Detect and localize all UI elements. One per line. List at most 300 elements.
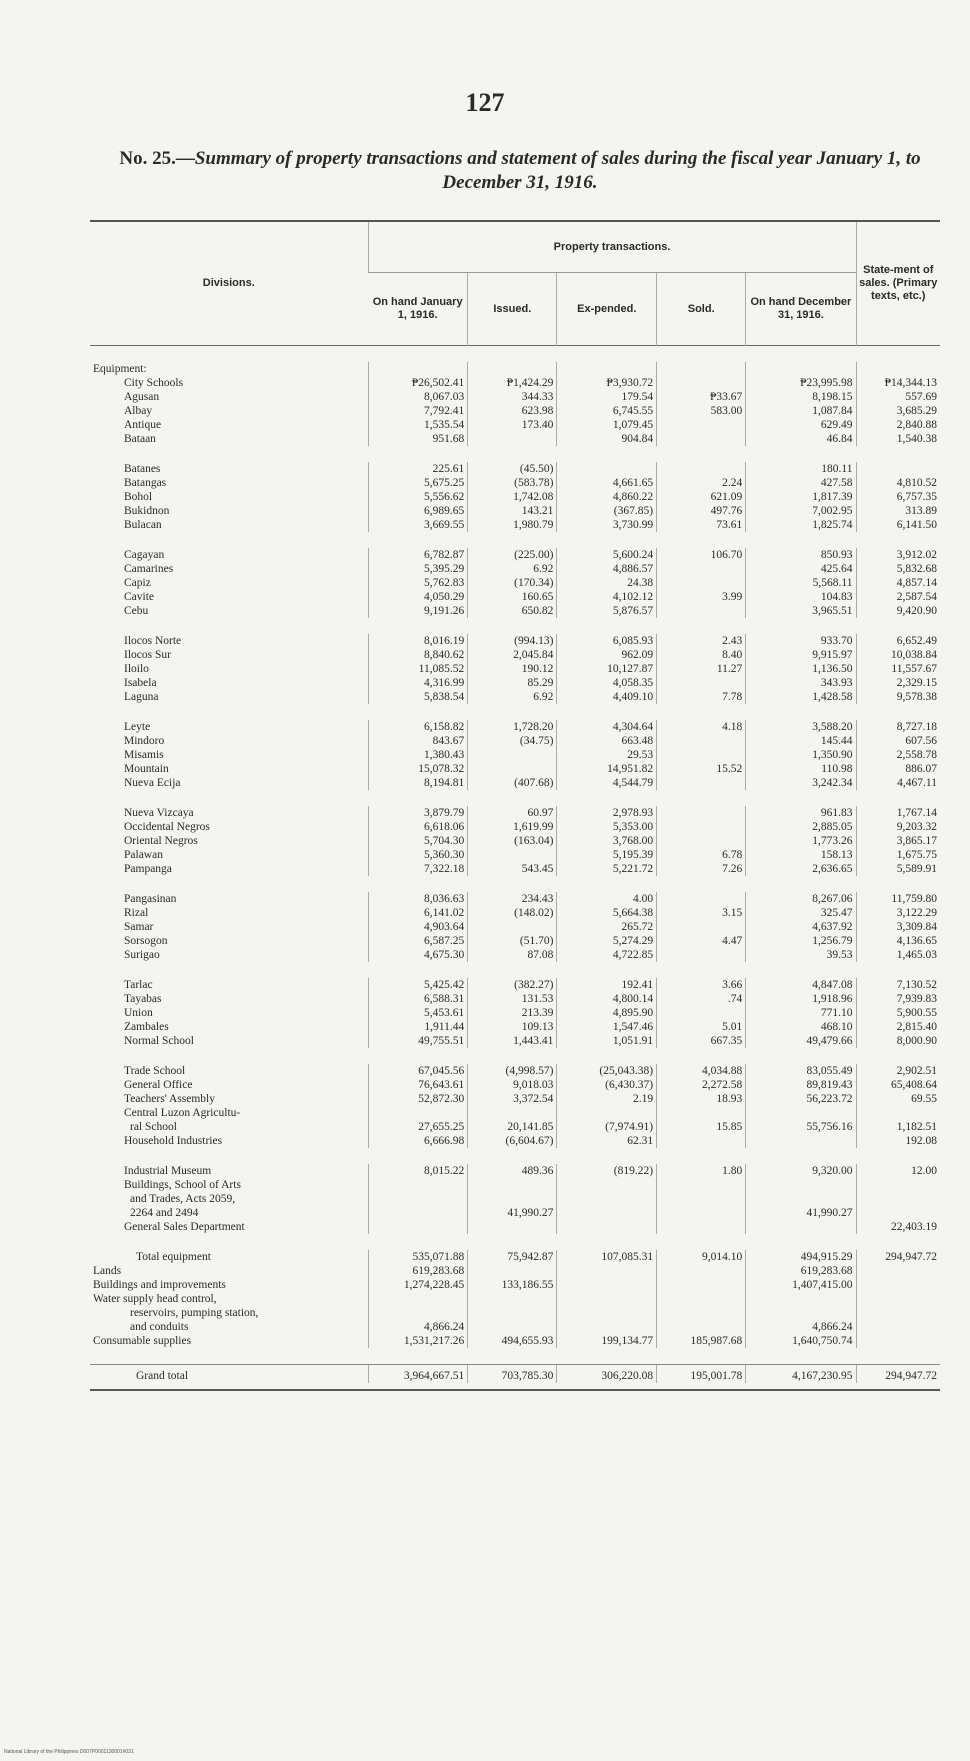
row-value: 4,136.65 <box>856 934 940 948</box>
row-label: Leyte <box>124 721 151 733</box>
table-row <box>90 806 940 820</box>
row-value: 4,860.22 <box>557 490 657 504</box>
row-value <box>557 1306 657 1320</box>
row-value: 104.83 <box>746 590 856 604</box>
table-row <box>90 518 940 532</box>
row-label: Consumable supplies <box>93 1335 192 1347</box>
row-value: ₱23,995.98 <box>746 376 856 390</box>
row-value <box>657 1006 746 1020</box>
row-value: 425.64 <box>746 562 856 576</box>
row-label: Surigao <box>124 949 160 961</box>
row-value: 27,655.25 <box>368 1120 468 1134</box>
row-value: 2,815.40 <box>856 1020 940 1034</box>
table-row <box>90 892 940 906</box>
row-spacer <box>90 618 940 634</box>
row-value: 3,964,667.51 <box>368 1365 468 1384</box>
row-value: 663.48 <box>557 734 657 748</box>
table-row <box>90 948 940 962</box>
row-value: 195,001.78 <box>657 1365 746 1384</box>
row-value <box>657 1192 746 1206</box>
row-value: 5,664.38 <box>557 906 657 920</box>
table-row <box>90 1306 940 1320</box>
row-value: 4,857.14 <box>856 576 940 590</box>
row-label: Tarlac <box>124 979 153 991</box>
table-row <box>90 1020 940 1034</box>
row-value: 497.76 <box>657 504 746 518</box>
row-value: 8,840.62 <box>368 648 468 662</box>
row-value: 1,817.39 <box>746 490 856 504</box>
row-value: 158.13 <box>746 848 856 862</box>
row-value <box>746 1306 856 1320</box>
table-row <box>90 1278 940 1292</box>
row-value: 83,055.49 <box>746 1064 856 1078</box>
row-label: Bataan <box>124 433 156 445</box>
row-value <box>557 1220 657 1234</box>
row-value: 427.58 <box>746 476 856 490</box>
row-value <box>468 1178 557 1192</box>
row-value: 4,903.64 <box>368 920 468 934</box>
row-value: 650.82 <box>468 604 557 618</box>
row-value: 1,540.38 <box>856 432 940 446</box>
row-value <box>468 1264 557 1278</box>
row-value <box>657 676 746 690</box>
row-value: 5,876.57 <box>557 604 657 618</box>
row-spacer <box>90 1348 940 1365</box>
row-value: (45.50) <box>468 462 557 476</box>
row-value: (25,043.38) <box>557 1064 657 1078</box>
row-value: 1,350.90 <box>746 748 856 762</box>
row-value: 6,989.65 <box>368 504 468 518</box>
row-value <box>468 1192 557 1206</box>
row-value: 5,453.61 <box>368 1006 468 1020</box>
table-row <box>90 504 940 518</box>
row-value: 1,531,217.26 <box>368 1334 468 1348</box>
row-value: 2,587.54 <box>856 590 940 604</box>
row-value: 1,051.91 <box>557 1034 657 1048</box>
row-value: 6,757.35 <box>856 490 940 504</box>
table-row <box>90 1178 940 1192</box>
row-value: 67,045.56 <box>368 1064 468 1078</box>
row-value <box>657 920 746 934</box>
table-row <box>90 906 940 920</box>
row-value: 4,722.85 <box>557 948 657 962</box>
row-label: Buildings and improvements <box>93 1279 226 1291</box>
row-value: 904.84 <box>557 432 657 446</box>
row-value: 1,767.14 <box>856 806 940 820</box>
row-value: 2,272.58 <box>657 1078 746 1092</box>
row-label: Camarines <box>124 563 174 575</box>
row-label: Zambales <box>124 1021 169 1033</box>
row-value: 294,947.72 <box>856 1250 940 1264</box>
row-value: 20,141.85 <box>468 1120 557 1134</box>
row-value: 468.10 <box>746 1020 856 1034</box>
row-label: Isabela <box>124 677 157 689</box>
row-label: 2264 and 2494 <box>130 1207 199 1219</box>
table-row <box>90 1365 940 1384</box>
row-value: 9,018.03 <box>468 1078 557 1092</box>
header-on-hand-dec: On hand December 31, 1916. <box>746 273 856 346</box>
row-value <box>557 1206 657 1220</box>
table-row <box>90 1264 940 1278</box>
row-value: 39.53 <box>746 948 856 962</box>
row-spacer <box>90 446 940 462</box>
row-value <box>657 1134 746 1148</box>
row-value: 22,403.19 <box>856 1220 940 1234</box>
row-value: 199,134.77 <box>557 1334 657 1348</box>
row-value: 4,847.08 <box>746 978 856 992</box>
row-value: 5,589.91 <box>856 862 940 876</box>
row-value <box>746 1134 856 1148</box>
row-value: 494,655.93 <box>468 1334 557 1348</box>
row-value: 306,220.08 <box>557 1365 657 1384</box>
row-value: 3.15 <box>657 906 746 920</box>
row-label: Cavite <box>124 591 155 603</box>
row-value: 294,947.72 <box>856 1365 940 1384</box>
row-value: 4,034.88 <box>657 1064 746 1078</box>
row-value: 62.31 <box>557 1134 657 1148</box>
row-value <box>557 1292 657 1306</box>
row-value: 4,661.65 <box>557 476 657 490</box>
row-label: Cagayan <box>124 549 165 561</box>
table-row <box>90 748 940 762</box>
row-value: (51.70) <box>468 934 557 948</box>
row-value: 2,558.78 <box>856 748 940 762</box>
row-value: 4,409.10 <box>557 690 657 704</box>
row-value: 265.72 <box>557 920 657 934</box>
row-value: 76,643.61 <box>368 1078 468 1092</box>
row-value: 629.49 <box>746 418 856 432</box>
row-value <box>468 762 557 776</box>
table-row <box>90 390 940 404</box>
row-value: (34.75) <box>468 734 557 748</box>
row-label: Rizal <box>124 907 149 919</box>
table-row <box>90 432 940 446</box>
row-value <box>657 1292 746 1306</box>
table-row <box>90 634 940 648</box>
row-value <box>657 1206 746 1220</box>
table-row <box>90 992 940 1006</box>
row-label: Samar <box>124 921 154 933</box>
row-value: 535,071.88 <box>368 1250 468 1264</box>
row-value <box>746 1178 856 1192</box>
table-row <box>90 920 940 934</box>
row-value: 131.53 <box>468 992 557 1006</box>
row-value: 49,755.51 <box>368 1034 468 1048</box>
row-value: 110.98 <box>746 762 856 776</box>
row-label: Teachers' Assembly <box>124 1093 216 1105</box>
row-value: 4,675.30 <box>368 948 468 962</box>
row-value: (583.78) <box>468 476 557 490</box>
header-property-transactions: Property transactions. <box>368 221 856 273</box>
row-value <box>468 1306 557 1320</box>
row-value: 4,886.57 <box>557 562 657 576</box>
row-value: 9,320.00 <box>746 1164 856 1178</box>
header-on-hand-jan: On hand January 1, 1916. <box>372 296 463 321</box>
row-value <box>468 1106 557 1120</box>
table-row <box>90 1078 940 1092</box>
row-value: 5,832.68 <box>856 562 940 576</box>
table-row <box>90 676 940 690</box>
row-spacer <box>90 962 940 978</box>
row-value: 2,885.05 <box>746 820 856 834</box>
row-value: 9,014.10 <box>657 1250 746 1264</box>
row-value: 1,443.41 <box>468 1034 557 1048</box>
row-label: Normal School <box>124 1035 194 1047</box>
row-value: 1,407,415.00 <box>746 1278 856 1292</box>
row-label: Pampanga <box>124 863 172 875</box>
header-issued: Issued. <box>468 273 557 346</box>
row-value <box>657 892 746 906</box>
row-value <box>856 1264 940 1278</box>
row-value: 9,915.97 <box>746 648 856 662</box>
row-value: 8,015.22 <box>368 1164 468 1178</box>
row-value: 7,130.52 <box>856 978 940 992</box>
row-value: 3,865.17 <box>856 834 940 848</box>
row-label: Bukidnon <box>124 505 170 517</box>
row-value <box>557 1278 657 1292</box>
row-label: Lands <box>93 1265 122 1277</box>
row-value: 2,978.93 <box>557 806 657 820</box>
row-value: 5,353.00 <box>557 820 657 834</box>
row-value <box>856 1292 940 1306</box>
row-value <box>746 1192 856 1206</box>
header-expended: Ex-pended. <box>557 273 657 346</box>
table-row <box>90 848 940 862</box>
row-value: 15,078.32 <box>368 762 468 776</box>
row-value: 543.45 <box>468 862 557 876</box>
row-value: 621.09 <box>657 490 746 504</box>
row-value <box>368 1306 468 1320</box>
table-row <box>90 1192 940 1206</box>
row-label: Ilocos Sur <box>124 649 171 661</box>
row-value: 1,428.58 <box>746 690 856 704</box>
row-value: 6,158.82 <box>368 720 468 734</box>
row-value: 7,002.95 <box>746 504 856 518</box>
row-value <box>657 576 746 590</box>
row-value: 9,578.38 <box>856 690 940 704</box>
row-value: 4,102.12 <box>557 590 657 604</box>
row-value <box>657 748 746 762</box>
row-value <box>746 1220 856 1234</box>
table-row <box>90 734 940 748</box>
row-value: 4,544.79 <box>557 776 657 790</box>
row-label: Bulacan <box>124 519 162 531</box>
row-value: 886.07 <box>856 762 940 776</box>
row-value: 1,547.46 <box>557 1020 657 1034</box>
row-value <box>657 1278 746 1292</box>
row-value: 5,900.55 <box>856 1006 940 1020</box>
row-value: 10,038.84 <box>856 648 940 662</box>
row-value: 213.39 <box>468 1006 557 1020</box>
table-row <box>90 690 940 704</box>
table-row <box>90 1250 940 1264</box>
row-value: 6,141.02 <box>368 906 468 920</box>
row-value: 173.40 <box>468 418 557 432</box>
row-value: 60.97 <box>468 806 557 820</box>
row-label: Bohol <box>124 491 153 503</box>
row-label: Nueva Vizcaya <box>124 807 194 819</box>
row-value: 1,742.08 <box>468 490 557 504</box>
row-value: (148.02) <box>468 906 557 920</box>
row-value: 7.26 <box>657 862 746 876</box>
table-row <box>90 576 940 590</box>
row-value <box>657 1306 746 1320</box>
row-value: 4,167,230.95 <box>746 1365 856 1384</box>
row-value: (367.85) <box>557 504 657 518</box>
title-prefix: No. 25.— <box>119 148 195 169</box>
row-value: 65,408.64 <box>856 1078 940 1092</box>
row-value: 623.98 <box>468 404 557 418</box>
row-value <box>657 806 746 820</box>
row-label: and Trades, Acts 2059, <box>130 1193 236 1205</box>
row-value: 6.92 <box>468 690 557 704</box>
row-value: 2.19 <box>557 1092 657 1106</box>
row-value: 52,872.30 <box>368 1092 468 1106</box>
row-value: (819.22) <box>557 1164 657 1178</box>
row-value: ₱26,502.41 <box>368 376 468 390</box>
table-row <box>90 1006 940 1020</box>
row-value: 3,122.29 <box>856 906 940 920</box>
row-value <box>557 1178 657 1192</box>
table-row <box>90 476 940 490</box>
row-value <box>468 432 557 446</box>
table-row <box>90 776 940 790</box>
row-value <box>557 1264 657 1278</box>
row-value <box>557 1320 657 1334</box>
row-value <box>657 1106 746 1120</box>
table-row <box>90 648 940 662</box>
row-value: 5,704.30 <box>368 834 468 848</box>
row-value <box>657 1178 746 1192</box>
row-value <box>468 748 557 762</box>
row-value: 4,058.35 <box>557 676 657 690</box>
row-value: 1,136.50 <box>746 662 856 676</box>
table-row <box>90 590 940 604</box>
row-value: 225.61 <box>368 462 468 476</box>
row-value: 933.70 <box>746 634 856 648</box>
row-value: 1,640,750.74 <box>746 1334 856 1348</box>
row-value: 190.12 <box>468 662 557 676</box>
row-value <box>856 1334 940 1348</box>
row-value: 1,087.84 <box>746 404 856 418</box>
table-row <box>90 418 940 432</box>
row-value: .74 <box>657 992 746 1006</box>
row-spacer <box>90 532 940 548</box>
row-value: 703,785.30 <box>468 1365 557 1384</box>
row-value: 6.78 <box>657 848 746 862</box>
row-value: 557.69 <box>856 390 940 404</box>
row-value: 1,274,228.45 <box>368 1278 468 1292</box>
row-value: ₱14,344.13 <box>856 376 940 390</box>
row-value: 107,085.31 <box>557 1250 657 1264</box>
row-value: 11,085.52 <box>368 662 468 676</box>
row-label: Central Luzon Agricultu- <box>124 1107 241 1119</box>
row-value: 11,759.80 <box>856 892 940 906</box>
row-value: 5,838.54 <box>368 690 468 704</box>
row-value: (6,430.37) <box>557 1078 657 1092</box>
row-label: Laguna <box>124 691 159 703</box>
row-value: 3.99 <box>657 590 746 604</box>
row-label: Grand total <box>90 1365 368 1384</box>
row-label: Trade School <box>124 1065 186 1077</box>
row-label: and conduits <box>130 1321 189 1333</box>
row-label: General Office <box>124 1079 193 1091</box>
row-spacer <box>90 790 940 806</box>
row-value: 12.00 <box>856 1164 940 1178</box>
row-value <box>657 562 746 576</box>
row-value: 4.00 <box>557 892 657 906</box>
row-value: 8,194.81 <box>368 776 468 790</box>
row-value <box>468 1220 557 1234</box>
row-label: Batanes <box>124 463 161 475</box>
row-label: Batangas <box>124 477 167 489</box>
header-sales: State-ment of sales. (Primary texts, etc.) <box>856 221 940 346</box>
row-value: 4,316.99 <box>368 676 468 690</box>
row-label: Household Industries <box>124 1135 223 1147</box>
row-label: Iloilo <box>124 663 149 675</box>
row-value: 1,773.26 <box>746 834 856 848</box>
row-value: 3,730.99 <box>557 518 657 532</box>
row-value <box>746 1106 856 1120</box>
row-value: 325.47 <box>746 906 856 920</box>
row-value: 5.01 <box>657 1020 746 1034</box>
row-value: 15.52 <box>657 762 746 776</box>
table-row <box>90 1334 940 1348</box>
row-value: 1,675.75 <box>856 848 940 862</box>
row-value: 3,372.54 <box>468 1092 557 1106</box>
row-value <box>657 418 746 432</box>
row-label: Pangasinan <box>124 893 177 905</box>
row-value: 5,762.83 <box>368 576 468 590</box>
row-value: 4.18 <box>657 720 746 734</box>
row-value: 7,792.41 <box>368 404 468 418</box>
header-divisions: Divisions. <box>202 277 255 289</box>
row-value: 4,800.14 <box>557 992 657 1006</box>
row-value: 5,600.24 <box>557 548 657 562</box>
row-value: 6.92 <box>468 562 557 576</box>
row-value <box>657 1320 746 1334</box>
row-value: 343.93 <box>746 676 856 690</box>
row-value: 2,902.51 <box>856 1064 940 1078</box>
row-value: 87.08 <box>468 948 557 962</box>
row-value: 4,866.24 <box>368 1320 468 1334</box>
row-label: ral School <box>130 1121 177 1133</box>
row-label: Palawan <box>124 849 163 861</box>
row-value: 1,079.45 <box>557 418 657 432</box>
row-value: 1,980.79 <box>468 518 557 532</box>
row-value: (407.68) <box>468 776 557 790</box>
row-value <box>557 462 657 476</box>
row-value: 69.55 <box>856 1092 940 1106</box>
table-row <box>90 376 940 390</box>
row-value: 6,745.55 <box>557 404 657 418</box>
row-value: 2,045.84 <box>468 648 557 662</box>
row-label: Ilocos Norte <box>124 635 182 647</box>
row-value: 3,309.84 <box>856 920 940 934</box>
row-value: 619,283.68 <box>746 1264 856 1278</box>
row-value <box>368 1178 468 1192</box>
row-value: 8,036.63 <box>368 892 468 906</box>
table-row <box>90 604 940 618</box>
row-value: 1.80 <box>657 1164 746 1178</box>
row-value: (994.13) <box>468 634 557 648</box>
row-value: 143.21 <box>468 504 557 518</box>
row-value: 6,618.06 <box>368 820 468 834</box>
row-value: 234.43 <box>468 892 557 906</box>
row-value: 3,912.02 <box>856 548 940 562</box>
row-value: 1,256.79 <box>746 934 856 948</box>
row-value: 55,756.16 <box>746 1120 856 1134</box>
